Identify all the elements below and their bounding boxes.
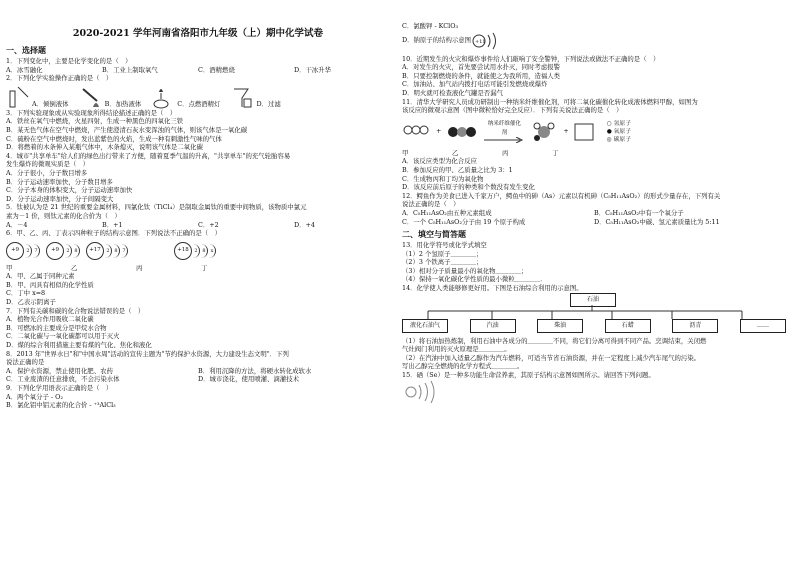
option: D．干冰升华 — [294, 65, 332, 74]
question-1-stem: 1．下列变化中，主要是化学变化的是（ ） — [6, 57, 132, 65]
reaction-diagram: + 纳米纤维催化剂 + ○ 氢原子 ● 氧原子 ◎ 碳原子 — [402, 115, 786, 149]
question-5: 5．钛被认为是 21 世纪的重要金属材料，四氯化钛（TiCl₄）是制取金属钛的重要中间物质，该物质中氯元 素为－1 价，则钛元素的化合价为（ ） A．－4 B．+1 C．+2 D．+4 — [6, 203, 315, 229]
question-12: 12．鳄鱼作为美食已进入千家万户，鳄鱼中的砷（As）元素以有机砷（C₅H₁₁AsO₂）的形式少量存在，下列有关 说法正确的是（ ） A．C₅H₁₁AsO₂由五种元素组成 B．C₅H₁₁AsO₂中有一个氧分子 C．一个 C₅H₁₁AsO₂分子由 19 个原子构成 D．C₅H₁₁AsO₂中碳、氢元素质量比为 5:11 — [402, 191, 721, 226]
oil-diagram — [402, 293, 786, 337]
question-6-options: A．甲、乙属于同种元素 B．甲、丙具有相似的化学性质 C．丁中 x=8 D．乙表示阴离子 — [6, 272, 94, 307]
option: B．工业上制取氧气 — [102, 65, 158, 74]
question-7: 7．下列有关碳和碳的化合物说法错误的是（ ） A．植物光合作用吸收二氧化碳 B．可燃冰的主要成分是甲烷水合物 C．二氧化碳与一氧化碳都可以用于灭火 D．煤的综合利用措施主要有煤的气化、焦化和液化 — [6, 306, 152, 350]
question-14-parts: （1）将石油加热炼制，利用石油中各成分的＿＿＿＿不同，将它们分离可得到不同产品。烹调结束，关闭燃 气灶阀门利用的灭火原理是＿＿＿＿。 （2）在汽油中加入适量乙醇作为汽车燃料，可适当节省石油资源，并在一定程度上减少汽车尾气的污染。 写出乙醇完全燃烧的化学方程式＿＿＿＿。 — [402, 336, 707, 371]
atom-diagram: +18 2 8 x — [174, 242, 216, 260]
molecule-labels: 甲 乙 丙 丁 — [402, 148, 559, 157]
question-3: 3．下列实验现象或从实验现象所得结论描述正确的是（ ） A．铁丝在氧气中燃烧，火星四射，生成一种黑色的四氧化三铁 B．某无色气体在空气中燃烧，产生使澄清石灰水变浑浊的气体，则该气体是一氧化碳 C．硫粉在空气中燃烧时，发出蓝紫色的火焰，生成一种有刺激性气味的气体 D．将燃着的木条伸入某瓶气体中，木条熄灭，说明该气体是二氧化碳 — [6, 108, 248, 152]
atom-diagram: +9 2 8 — [46, 242, 80, 260]
funnel-icon — [230, 85, 256, 109]
reaction-arrow: 纳米纤维催化剂 — [484, 120, 524, 143]
atom-labels: 甲 乙 丙 丁 — [6, 263, 208, 272]
q9-option-c: C．氯酸钾 - KClO₃ — [402, 22, 459, 30]
section-heading-fill: 二、填空与简答题 — [402, 229, 466, 240]
svg-text:+11: +11 — [475, 38, 486, 45]
oil-products: 液化石油气 汽油 柴油 石蜡 沥青 …… — [402, 319, 786, 334]
blank-box-icon — [573, 122, 597, 142]
question-2-stem: 2．下列化学实验操作正确的是（ ） — [6, 74, 113, 83]
option: C．酒精燃烧 — [198, 65, 235, 74]
page-title: 2020-2021 学年河南省洛阳市九年级（上）期中化学试卷 — [72, 28, 324, 39]
pour-liquid-figure: A．倾倒液体 — [6, 85, 69, 109]
legend: ○ 氢原子 ● 氧原子 ◎ 碳原子 — [606, 120, 632, 143]
oil-box: 石油 — [570, 293, 616, 308]
section-heading-choice: 一、选择题 — [6, 45, 46, 55]
question-4: 4．城市"共享单车"给人们的绿色出行带来了方便，随着夏季气温的升高，"共享单车"的充气轮胎容易 发生爆炸的微观实质是（ ） A．分子很小，分子数目增多 B．分子运动速率加快，分子数目增多 C．分子本身的体积变大，分子运动速率加快 D．分子运动速率加快，分子间隔变大 — [6, 151, 291, 203]
question-14-stem: 14．化学使人类能够修更好用。下图是石油综合利用的示意图。 — [402, 284, 583, 293]
flame-icon — [79, 85, 105, 109]
question-10: 10．近期发生的火灾和爆炸事件给人们敲响了安全警钟，下列说法或做法不正确的是（ ） A．对发生的火灾，首先要尝试用水扑灭，同时考虑报警 B．只要控制燃烧的条件，就能使之为我所用，造福人类 C．加油站、加气站内拨打电话可能引发燃烧或爆炸 D．明火就可检查液化气罐是否漏气 — [402, 54, 660, 97]
question-8: 8．2013 年"世界水日"和"中国水周"活动的宣传主题为"节约保护水资源，大力建设生态文明"．下列 说法正确的是 A．保护水资源，禁止使用化肥、农药 B．利用沉降的方法，将硬水转化成软水 C．工业废渣的任意排放，不会污染水体 D．城市浇花，使用喷灌、滴灌技术 — [6, 349, 312, 384]
question-6-stem: 6．甲、乙、丙、丁表示四种粒子的结构示意图．下列说法不正确的是（ ） — [6, 229, 221, 238]
atom-diagram: +17 2 8 7 — [86, 242, 128, 260]
selenium-atom-icon — [402, 380, 442, 404]
alcohol-lamp-icon — [151, 85, 177, 109]
question-15-stem: 15．硒（Se）是一种多功能生命营养素，其原子结构示意图如图所示。请回答下列问题。 — [402, 371, 655, 380]
filter-figure: D．过滤 — [230, 85, 280, 109]
atom-structure-diagrams — [6, 238, 390, 264]
molecule-bing-icon — [529, 120, 559, 144]
sodium-atom-icon — [471, 32, 501, 50]
molecule-yi-icon — [445, 122, 479, 142]
arrow-icon — [484, 137, 524, 143]
test-tube-icon — [6, 85, 32, 109]
question-9: 9．下列化学用语表示正确的是（ ） A．两个氧分子 - O₂ B．氯化铝中铝元素的化合价 - ⁺³AlCl₃ — [6, 384, 116, 410]
molecule-jia-icon — [402, 122, 432, 142]
light-lamp-figure: C．点燃酒精灯 — [151, 85, 220, 109]
question-13: 13．用化学符号或化学式填空 （1）2 个氢原子＿＿＿＿； （2）3 个铁离子＿＿＿＿； （3）相对分子质量最小的氧化物＿＿＿＿； （4）保持一氧化碳化学性质的最小微粒＿＿＿＿． — [402, 241, 547, 284]
left-column — [6, 0, 390, 410]
atom-diagram: +9 2 7 — [6, 242, 40, 260]
question-11-options: A．该反应类型为化合反应 B．参加反应的甲、乙质量之比为 3：1 C．生成物丙和丁均为氧化物 D．该反应前后原子的种类和个数没有发生变化 — [402, 157, 535, 192]
heat-liquid-figure: B．加热液体 — [79, 85, 142, 109]
question-2-apparatus — [6, 83, 390, 109]
q9-option-d: D．钠原子的结构示意图 +11 — [402, 31, 786, 51]
right-column — [402, 0, 786, 406]
option: A．冰雪融化 — [6, 65, 43, 74]
question-11: 11．清华大学研究人员成功研制出一种纳米纤维催化剂，可将二氧化碳催化转化成液体燃料甲醇，如图为 该反应的微观示意图（图中微粒恰好完全反应）．下列有关说法正确的是（ ） — [402, 97, 698, 115]
question-1-options — [6, 66, 390, 75]
